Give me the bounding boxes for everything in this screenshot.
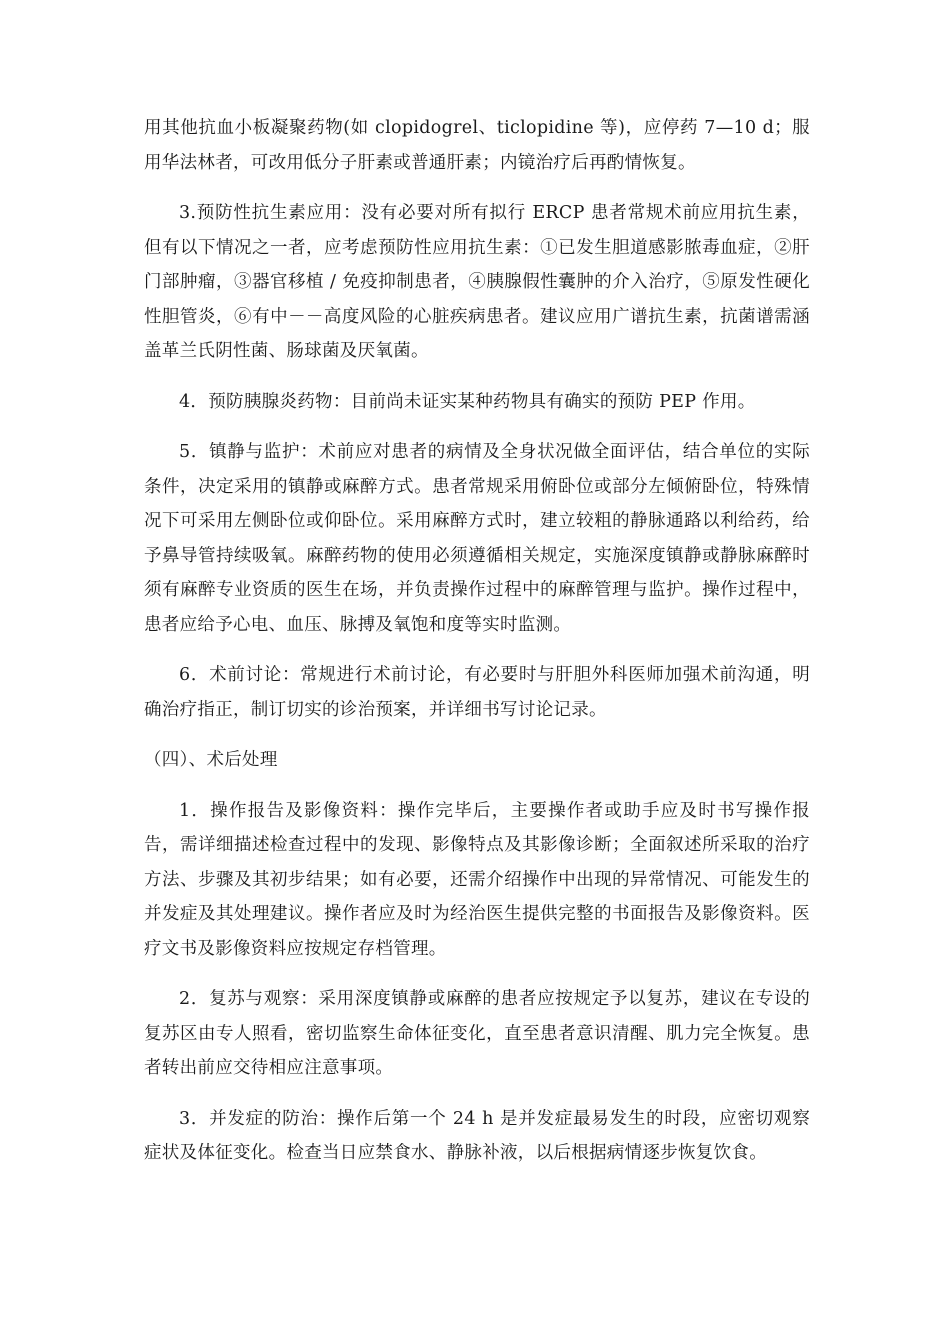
paragraph-preoperative-discussion: 6．术前讨论：常规进行术前讨论，有必要时与肝胆外科医师加强术前沟通，明确治疗指正，制订切实的诊治预案，并详细书写讨论记录。 — [144, 665, 810, 720]
paragraph-antiplatelet-continued: 用其他抗血小板凝聚药物(如 clopidogrel、ticlopidine 等)，应停药 7—10 d；服用华法林者，可改用低分子肝素或普通肝素；内镜治疗后再酌情恢复。 — [144, 118, 810, 173]
paragraph-operation-report: 1．操作报告及影像资料：操作完毕后，主要操作者或助手应及时书写操作报告，需详细描述检查过程中的发现、影像特点及其影像诊断；全面叙述所采取的治疗方法、步骤及其初步结果；如有必要，还需介绍操作中出现的异常情况、可能发生的并发症及其处理建议。操作者应及时为经治医生提供完整的书面报告及影像资料。医疗文书及影像资料应按规定存档管理。 — [144, 800, 810, 959]
paragraph-complication-prevention: 3．并发症的防治：操作后第一个 24 h 是并发症最易发生的时段，应密切观察症状及体征变化。检查当日应禁食水、静脉补液，以后根据病情逐步恢复饮食。 — [144, 1108, 810, 1163]
paragraph-recovery-observation: 2．复苏与观察：采用深度镇静或麻醉的患者应按规定予以复苏，建议在专设的复苏区由专人照看，密切监察生命体征变化，直至患者意识清醒、肌力完全恢复。患者转出前应交待相应注意事项。 — [144, 989, 810, 1078]
paragraph-sedation-monitoring: 5．镇静与监护：术前应对患者的病情及全身状况做全面评估，结合单位的实际条件，决定采用的镇静或麻醉方式。患者常规采用俯卧位或部分左倾俯卧位，特殊情况下可采用左侧卧位或仰卧位。采用麻醉方式时，建立较粗的静脉通路以利给药，给予鼻导管持续吸氧。麻醉药物的使用必须遵循相关规定，实施深度镇静或静脉麻醉时须有麻醉专业资质的医生在场，并负责操作过程中的麻醉管理与监护。操作过程中，患者应给予心电、血压、脉搏及氧饱和度等实时监测。 — [144, 442, 810, 635]
paragraph-prophylactic-antibiotics: 3.预防性抗生素应用：没有必要对所有拟行 ERCP 患者常规术前应用抗生素，但有以下情况之一者，应考虑预防性应用抗生素：①已发生胆道感影脓毒血症，②肝门部肿瘤，③器官移植 / 免疫抑制患者，④胰腺假性囊肿的介入治疗，⑤原发性硬化性胆管炎，⑥有中－－高度风险的心脏疾病患者。建议应用广谱抗生素，抗菌谱需涵盖革兰氏阴性菌、肠球菌及厌氧菌。 — [144, 203, 810, 361]
paragraph-pancreatitis-prevention: 4．预防胰腺炎药物：目前尚未证实某种药物具有确实的预防 PEP 作用。 — [179, 391, 756, 412]
document-body — [144, 111, 810, 1187]
section-heading-postoperative: （四）、术后处理 — [144, 750, 278, 770]
